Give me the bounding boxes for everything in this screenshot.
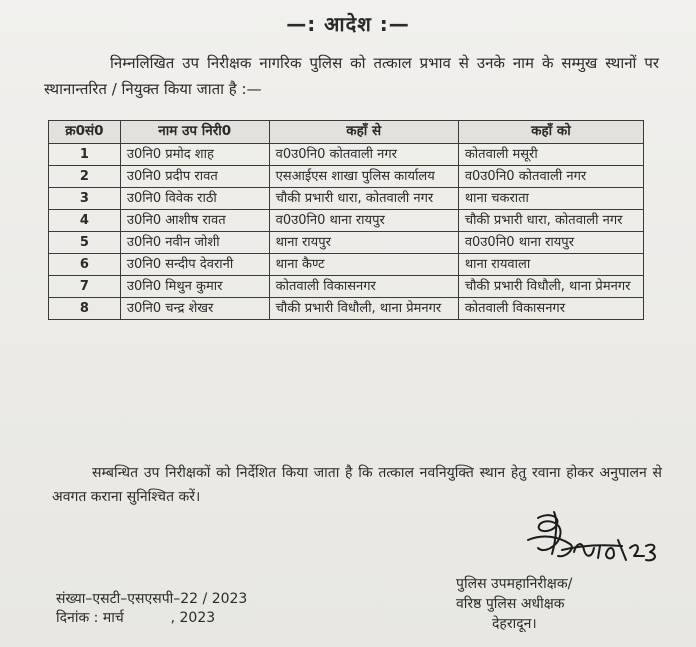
table-row [49,210,644,232]
date-year: , 2023 [170,610,216,626]
header-serial: क्र0सं0 [49,121,121,144]
name-cell: उ0नि0 आशीष रावत [120,210,269,232]
to-cell: कोतवाली विकासनगर [458,298,643,320]
name-cell: उ0नि0 विवेक राठी [120,188,269,210]
name-cell: उ0नि0 प्रदीप रावत [120,166,269,188]
from-cell: कोतवाली विकासनगर [269,276,458,298]
to-cell: व0उ0नि0 थाना रायपुर [458,232,643,254]
to-cell: व0उ0नि0 कोतवाली नगर [458,166,643,188]
serial-cell: 7 [49,276,121,298]
serial-cell: 1 [49,144,121,166]
date-label: दिनांक : मार्च [56,610,124,626]
header-to: कहाँ को [458,121,643,144]
table-row [49,276,644,298]
from-cell: चौकी प्रभारी विधौली, थाना प्रेमनगर [269,298,458,320]
from-cell: व0उ0नि0 थाना रायपुर [269,210,458,232]
order-title: —: आदेश :— [286,12,410,36]
table-row [49,144,644,166]
from-cell: चौकी प्रभारी धारा, कोतवाली नगर [269,188,458,210]
reference-number: संख्या–एसटी–एसएसपी–22 / 2023 [56,591,248,607]
reference-date [56,609,247,628]
name-cell: उ0नि0 नवीन जोशी [120,232,269,254]
transfer-table [48,120,644,320]
intro-paragraph: निम्नलिखित उप निरीक्षक नागरिक पुलिस को तत्काल प्रभाव से उनके नाम के सम्मुख स्थानों पर स्थानान्तरित / नियुक्त किया जाता है :— [44,54,659,98]
from-cell: व0उ0नि0 कोतवाली नगर [269,144,458,166]
to-cell: चौकी प्रभारी धारा, कोतवाली नगर [458,210,643,232]
name-cell: उ0नि0 प्रमोद शाह [120,144,269,166]
table-row [49,254,644,276]
from-cell: थाना कैण्ट [269,254,458,276]
table-row [49,232,644,254]
serial-cell: 3 [49,188,121,210]
name-cell: उ0नि0 चन्द्र शेखर [120,298,269,320]
to-cell: थाना रायवाला [458,254,643,276]
closing-paragraph: सम्बन्धित उप निरीक्षकों को निर्देशित किया जाता है कि तत्काल नवनियुक्ति स्थान हेतु रवाना होकर अनुपालन से अवगत कराना सुनिश्चित करें। [52,465,662,505]
serial-cell: 6 [49,254,121,276]
handwritten-signature [518,510,668,572]
serial-cell: 4 [49,210,121,232]
serial-cell: 5 [49,232,121,254]
header-name: नाम उप निरी0 [120,121,269,144]
signatory-place: देहरादून। [492,616,537,632]
to-cell: चौकी प्रभारी विधौली, थाना प्रेमनगर [458,276,643,298]
name-cell: उ0नि0 सन्दीप देवरानी [120,254,269,276]
signatory-designation-1: पुलिस उपमहानिरीक्षक/ [456,576,573,592]
serial-cell: 2 [49,166,121,188]
serial-cell: 8 [49,298,121,320]
from-cell: थाना रायपुर [269,232,458,254]
name-cell: उ0नि0 मिथुन कुमार [120,276,269,298]
header-from: कहाँ से [269,121,458,144]
signatory-block [456,574,686,634]
reference-block [56,590,247,628]
table-row [49,298,644,320]
to-cell: थाना चकराता [458,188,643,210]
table-header-row [49,121,644,144]
signatory-designation-2: वरिष्ठ पुलिस अधीक्षक [456,596,565,612]
to-cell: कोतवाली मसूरी [458,144,643,166]
table-row [49,188,644,210]
table-row [49,166,644,188]
from-cell: एसआईएस शाखा पुलिस कार्यालय [269,166,458,188]
